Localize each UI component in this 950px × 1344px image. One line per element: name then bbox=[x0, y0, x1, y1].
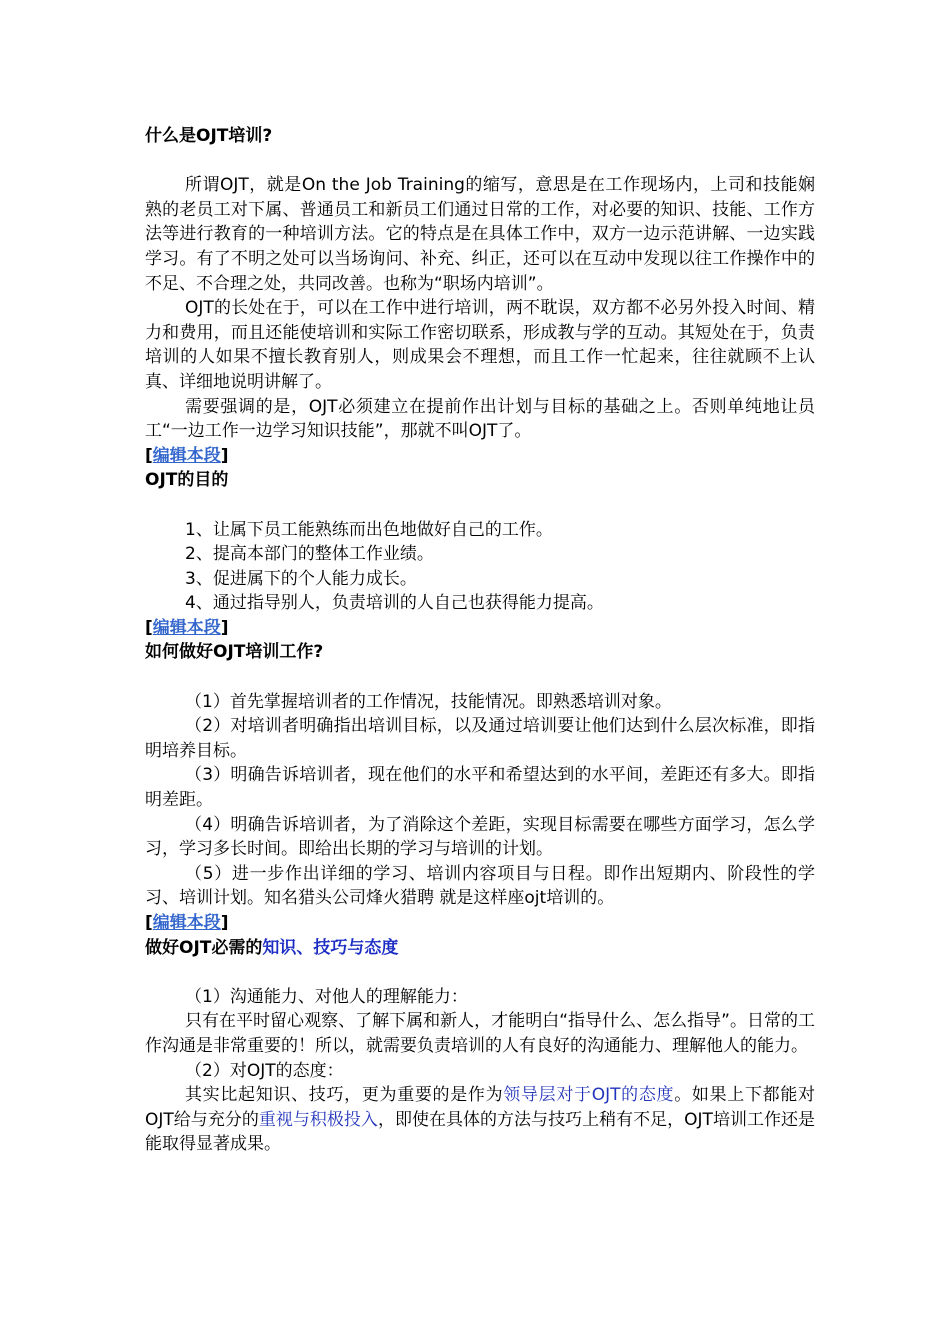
spacer bbox=[145, 960, 815, 985]
edit-section-button-3[interactable]: 编辑本段 bbox=[152, 913, 221, 933]
highlight-leadership-attitude: 领导层对于OJT的态度 bbox=[503, 1085, 675, 1106]
list-item: 3、促进属下的个人能力成长。 bbox=[185, 568, 417, 589]
sub-heading-communication: （1）沟通能力、对他人的理解能力： bbox=[185, 986, 468, 1007]
edit-section-link-3 bbox=[145, 911, 815, 936]
title-highlight: 知识、技巧与态度 bbox=[262, 937, 399, 958]
text-run: 其实比起知识、技巧，更为重要的是作为 bbox=[185, 1085, 504, 1106]
bracket-close: ] bbox=[220, 445, 229, 466]
list-item: （2）对培训者明确指出培训目标，以及通过培训要让他们达到什么层次标准，即指明培养目标。 bbox=[145, 716, 815, 761]
document-body bbox=[145, 124, 815, 1157]
list-item: 4、通过指导别人，负责培训的人自己也获得能力提高。 bbox=[185, 593, 604, 614]
edit-section-button-2[interactable]: 编辑本段 bbox=[152, 617, 221, 638]
spacer bbox=[145, 149, 815, 174]
bracket-close: ] bbox=[220, 617, 229, 638]
bracket-open: [ bbox=[145, 617, 153, 638]
list-item: （3）明确告诉培训者，现在他们的水平和希望达到的水平间，差距还有多大。即指明差距。 bbox=[145, 765, 815, 811]
text-run: 。如果上下都能对OJT给与充分的 bbox=[145, 1085, 816, 1130]
section-title-ojt-purpose: OJT的目的 bbox=[145, 470, 229, 491]
title-prefix: 做好OJT必需的 bbox=[145, 937, 263, 958]
list-item: （4）明确告诉培训者，为了消除这个差距，实现目标需要在哪些方面学习，怎么学习，学习多长时间。即给出长期的学习与培训的计划。 bbox=[145, 814, 815, 860]
edit-section-button-1[interactable]: 编辑本段 bbox=[152, 445, 221, 466]
spacer bbox=[145, 493, 815, 518]
bracket-open: [ bbox=[145, 445, 153, 466]
highlight-emphasis-commitment: 重视与积极投入 bbox=[258, 1109, 378, 1130]
text-run: ，即使在具体的方法与技巧上稍有不足，OJT培训工作还是能取得显著成果。 bbox=[145, 1109, 816, 1155]
spacer bbox=[145, 665, 815, 690]
edit-section-link-2 bbox=[145, 616, 815, 641]
edit-section-link-1 bbox=[145, 444, 815, 469]
paragraph-pros-cons: OJT的长处在于，可以在工作中进行培训，两不耽误，双方都不必另外投入时间、精力和费用，而且还能使培训和实际工作密切联系，形成教与学的互动。其短处在于，负责培训的人如果不擅长教育别人，则成果会不理想，而且工作一忙起来，往往就顾不上认真、详细地说明讲解了。 bbox=[145, 298, 815, 392]
paragraph-communication: 只有在平时留心观察、了解下属和新人，才能明白“指导什么、怎么指导”。日常的工作沟通是非常重要的！所以，就需要负责培训的人有良好的沟通能力、理解他人的能力。 bbox=[145, 1011, 815, 1056]
paragraph-definition: 所谓OJT，就是On the Job Training的缩写，意思是在工作现场内，上司和技能娴熟的老员工对下属、普通员工和新员工们通过日常的工作，对必要的知识、技能、工作方法等进行教育的一种培训方法。它的特点是在具体工作中，双方一边示范讲解、一边实践学习。有了不明之处可以当场询问、补充、纠正，还可以在互动中发现以往工作操作中的不足、不合理之处，共同改善。也称为“职场内培训”。 bbox=[145, 175, 815, 294]
section-title-what-is-ojt: 什么是OJT培训? bbox=[145, 126, 273, 146]
bracket-close: ] bbox=[220, 913, 229, 933]
sub-heading-attitude: （2）对OJT的态度： bbox=[185, 1060, 344, 1081]
list-item: 1、让属下员工能熟练而出色地做好自己的工作。 bbox=[185, 519, 553, 540]
bracket-open: [ bbox=[145, 913, 153, 933]
paragraph-attitude bbox=[145, 1083, 815, 1157]
list-item: （1）首先掌握培训者的工作情况，技能情况。即熟悉培训对象。 bbox=[185, 691, 672, 712]
paragraph-emphasis: 需要强调的是，OJT必须建立在提前作出计划与目标的基础之上。否则单纯地让员工“一边工作一边学习知识技能”，那就不叫OJT了。 bbox=[145, 396, 815, 442]
list-item: 2、提高本部门的整体工作业绩。 bbox=[185, 544, 434, 565]
list-item: （5）进一步作出详细的学习、培训内容项目与日程。即作出短期内、阶段性的学习、培训计划。知名猎头公司烽火猎聘 就是这样座ojt培训的。 bbox=[145, 863, 815, 909]
section-title-ojt-skills bbox=[145, 936, 815, 961]
section-title-how-to-ojt: 如何做好OJT培训工作? bbox=[145, 642, 324, 663]
